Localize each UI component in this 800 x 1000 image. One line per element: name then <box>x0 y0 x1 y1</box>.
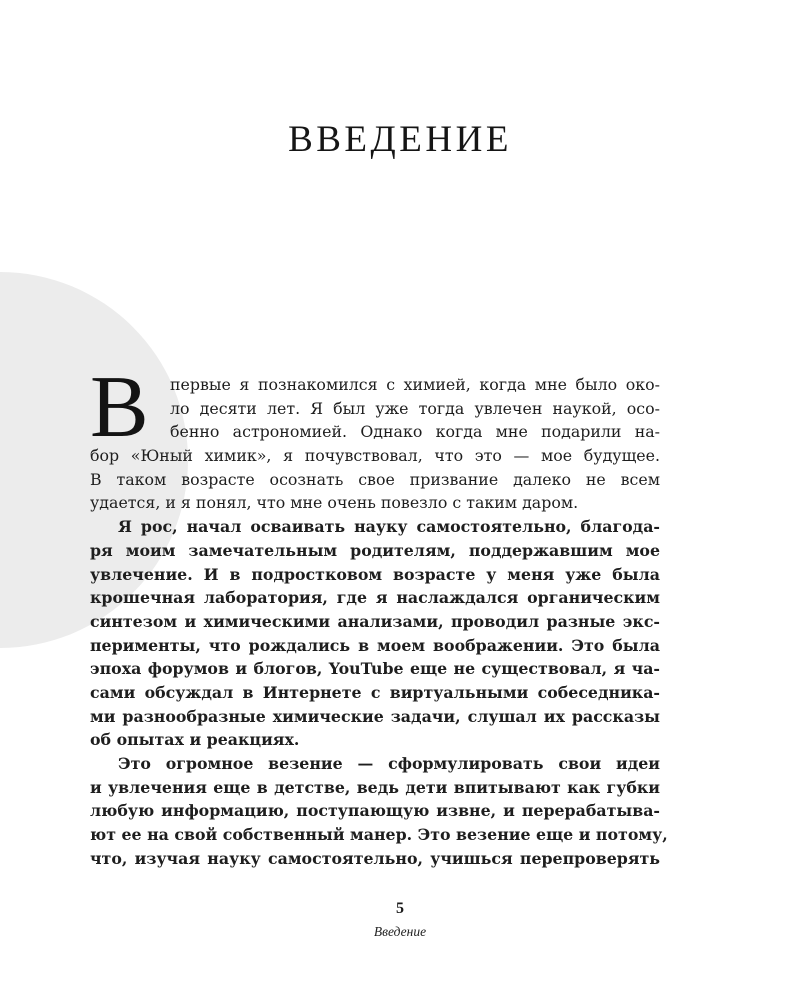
text-line: ло десяти лет. Я был уже тогда увлечен наукой, осо- <box>170 398 660 418</box>
text-line: увлечение. И в подростковом возрасте у меня уже была <box>90 564 660 584</box>
paragraph-3 <box>90 752 668 870</box>
paragraph-2 <box>90 515 660 752</box>
paragraph-1 <box>90 359 660 515</box>
chapter-title: ВВЕДЕНИЕ <box>288 119 512 160</box>
text-line: ря моим замечательным родителям, поддержавшим мое <box>90 540 660 560</box>
text-line: перименты, что рождались в моем воображении. Это была <box>90 635 660 655</box>
text-line: синтезом и химическими анализами, проводил разные экс- <box>90 611 660 631</box>
text-line: любую информацию, поступающую извне, и перерабатыва- <box>90 801 660 821</box>
drop-cap: В <box>90 359 149 456</box>
body-text <box>90 359 668 870</box>
text-line: В таком возрасте осознать свое призвание далеко не всем <box>90 469 660 489</box>
text-line: об опытах и реакциях. <box>90 730 300 750</box>
text-line: эпоха форумов и блогов, YouTube еще не существовал, я ча- <box>90 659 660 679</box>
text-line: первые я познакомился с химией, когда мне было око- <box>170 375 660 394</box>
text-line: Я рос, начал осваивать науку самостоятельно, благода- <box>118 517 660 537</box>
text-line: ют ее на свой собственный манер. Это везение еще и потому, <box>90 825 668 845</box>
text-line: крошечная лаборатория, где я наслаждался органическим <box>90 588 660 608</box>
text-line: и увлечения еще в детстве, ведь дети впитывают как губки <box>90 777 660 797</box>
text-line: бор «Юный химик», я почувствовал, что это — мое будущее. <box>90 446 660 466</box>
running-footer-title: Введение <box>373 924 427 939</box>
page-footer <box>0 900 800 940</box>
text-line: Это огромное везение — сформулировать свои идеи <box>118 754 660 773</box>
text-line: сами обсуждал в Интернете с виртуальными собеседника- <box>90 682 660 702</box>
text-line: ми разнообразные химические задачи, слушал их рассказы <box>90 706 660 726</box>
text-line: что, изучая науку самостоятельно, учишься перепроверять <box>90 848 660 868</box>
page-number: 5 <box>396 900 404 917</box>
text-line: удается, и я понял, что мне очень повезло с таким даром. <box>90 493 579 513</box>
text-line: бенно астрономией. Однако когда мне подарили на- <box>170 422 660 442</box>
